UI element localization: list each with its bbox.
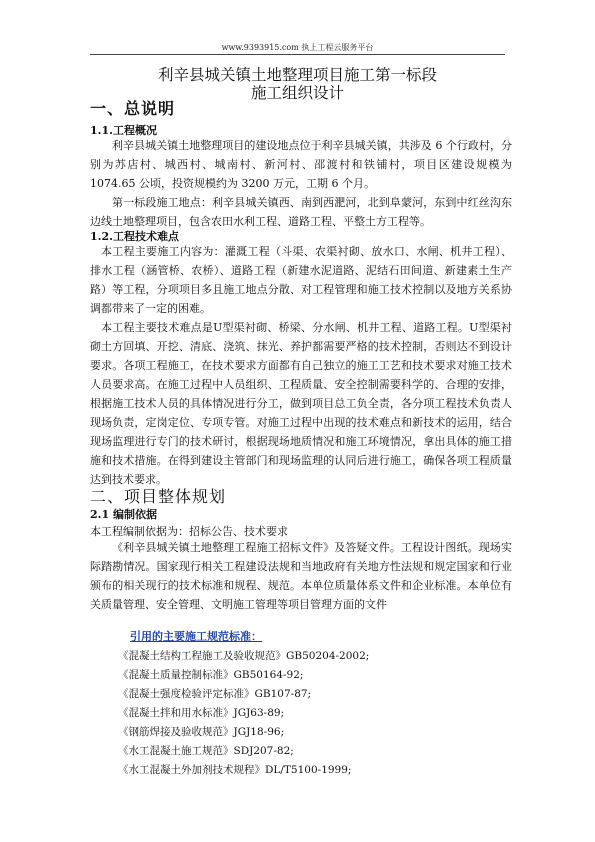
standards-list-item: 《混凝土质量控制标准》GB50164-92; bbox=[118, 669, 304, 681]
section-1-1-paragraph-2: 第一标段施工地点：利辛县城关镇西、南到西淝河，北到阜蒙河，东到中红丝沟东边线土地整理项目，包含农田水利工程、道路工程、平整土方工程等。 bbox=[90, 196, 512, 228]
document-title-line1: 利辛县城关镇土地整理项目施工第一标段 bbox=[157, 66, 437, 84]
document-title-line2: 施工组织设计 bbox=[250, 84, 344, 102]
section-2-1-basis: 本工程编制依据为：招标公告、技术要求 bbox=[90, 525, 288, 538]
section-1-1-heading: 1.1.工程概况 bbox=[90, 124, 157, 137]
section-1-1-paragraph-1: 利辛县城关镇土地整理项目的建设地点位于利辛县城关镇，共涉及 6 个行政村，分别为苏店村、城西村、城南村、新河村、邵渡村和铁铺村，项目区建设规模为 1074.65 公顷，投资规模约为 3200 万元，工期 6 个月。 bbox=[90, 139, 512, 190]
standards-list-item: 《水工混凝土施工规范》SDJ207-82; bbox=[118, 745, 294, 757]
section-1-2-paragraph-2: 本工程主要技术难点是U型渠衬砌、桥梁、分水闸、机井工程、道路工程。U型渠衬砌土方回填、开挖、清底、浇筑、抹光、养护都需要严格的技术控制，否则达不到设计要求。各项工程施工，在技术要求方面都有自己独立的施工工艺和技术要求对施工技术人员要求高。在施工过程中人员组织、工程质量、安全控制需要科学的、合理的安排，根据施工技术人员的具体情况进行分工，做到项目总工负全责，各分项工程技术负责人现场负责，定岗定位、专项专管。对施工过程中出现的技术难点和新技术的运用，结合现场监理进行专门的技术研讨，根据现场地质情况和施工环境情况，拿出具体的施工措施和技术措施。在得到建设主管部门和现场监理的认同后进行施工，确保各项工程质量达到技术要求。 bbox=[90, 321, 512, 486]
header-divider bbox=[90, 54, 505, 55]
section-2-1-heading: 2.1 编制依据 bbox=[90, 508, 157, 521]
section-2-1-paragraph: 《利辛县城关镇土地整理工程施工招标文件》及答疑文件。工程设计图纸。现场实际踏勘情况。国家现行相关工程建设法规和当地政府有关地方性法规和规定国家和行业颁布的相关现行的技术标准和规程、规范。本单位质量体系文件和企业标准。本单位有关质量管理、安全管理、文明施工管理等项目管理方面的文件 bbox=[90, 541, 512, 611]
section-2-heading: 二、项目整体规划 bbox=[90, 487, 227, 506]
page-header: www.9393915.com 执上工程云服务平台 bbox=[221, 43, 374, 52]
standards-list-item: 《混凝土结构工程施工及验收规范》GB50204-2002; bbox=[118, 650, 370, 662]
section-1-heading: 一、总说明 bbox=[90, 99, 176, 118]
section-1-2-paragraph-1: 本工程主要施工内容为：灌溉工程（斗渠、农渠衬砌、放水口、水闸、机井工程）、排水工程（涵管桥、农桥）、道路工程（新建水泥道路、泥结石田间道、新建素土生产路）等工程，分项项目多且施工地点分散、对工程管理和施工技术控制以及地方关系协调都带来了一定的困难。 bbox=[90, 245, 512, 315]
standards-list-item: 《混凝土强度检验评定标准》GB107-87; bbox=[118, 688, 312, 700]
standards-list-title: 引用的主要施工规范标准： bbox=[130, 630, 262, 643]
section-1-2-heading: 1.2.工程技术难点 bbox=[90, 230, 179, 243]
standards-list-item: 《钢筋焊接及验收规范》JGJ18-96; bbox=[118, 726, 285, 738]
standards-list-item: 《混凝土拌和用水标准》JGJ63-89; bbox=[118, 707, 285, 719]
standards-list-item: 《水工混凝土外加剂技术规程》DL/T5100-1999; bbox=[118, 764, 352, 776]
